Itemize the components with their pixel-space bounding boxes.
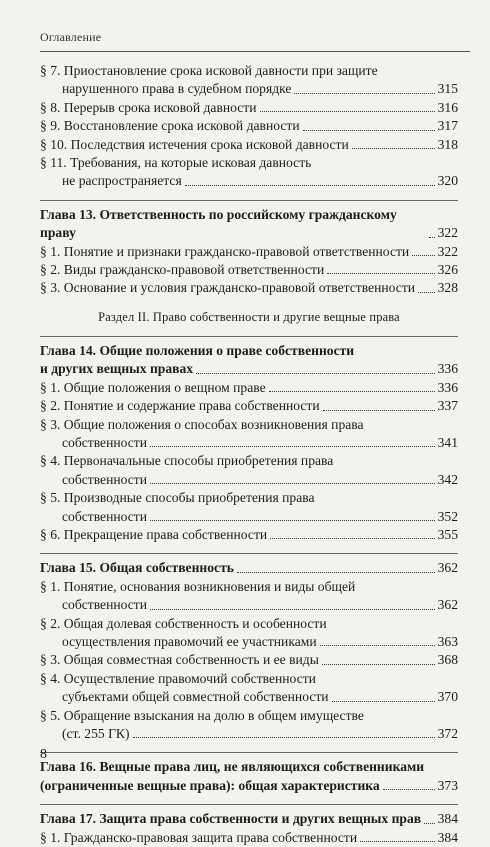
- toc-entry-title: § 3. Основание и условия гражданско-правовой ответственности: [40, 280, 416, 296]
- dot-leader: [412, 255, 434, 256]
- toc-entry[interactable]: [40, 526, 458, 544]
- toc-entry[interactable]: [40, 379, 458, 397]
- toc-page-number: 368: [437, 652, 458, 668]
- toc-page-number: 320: [437, 173, 458, 189]
- toc-page-number: 322: [437, 225, 458, 241]
- toc-entry[interactable]: [40, 154, 458, 191]
- toc-page-number: 355: [437, 526, 458, 542]
- toc-entry-title: § 2. Понятие и содержание права собственности: [40, 398, 320, 414]
- toc-entry-title: § 4. Осуществление правомочий собственности: [40, 670, 316, 686]
- toc-entry-title: § 4. Первоначальные способы приобретения права: [40, 453, 334, 469]
- table-of-contents: [40, 62, 458, 847]
- toc-chapter-13[interactable]: [40, 206, 458, 243]
- toc-entry-title: § 1. Гражданско-правовая защита права собственности: [40, 829, 358, 845]
- dot-leader: [303, 130, 435, 131]
- dot-leader: [360, 841, 434, 842]
- running-header: Оглавление: [40, 30, 102, 44]
- toc-entry-title-cont: не распространяется: [62, 173, 182, 189]
- toc-entry-title-cont: осуществления правомочий ее участниками: [62, 633, 317, 649]
- toc-entry-title: § 1. Общие положения о вещном праве: [40, 379, 266, 395]
- toc-entry-title-cont: собственности: [62, 471, 148, 487]
- section-divider: [40, 200, 458, 201]
- toc-entry[interactable]: [40, 261, 458, 279]
- dot-leader: [383, 789, 435, 790]
- chapter-title: Глава 16. Вещные права лиц, не являющихся собственниками: [40, 759, 425, 775]
- toc-entry-title: § 8. Перерыв срока исковой давности: [40, 99, 257, 115]
- toc-chapter-17[interactable]: [40, 810, 458, 828]
- toc-entry[interactable]: [40, 707, 458, 744]
- dot-leader: [150, 609, 435, 610]
- dot-leader: [418, 292, 435, 293]
- toc-entry[interactable]: [40, 578, 458, 615]
- toc-page-number: 384: [437, 829, 458, 845]
- section-divider: [40, 336, 458, 337]
- toc-page-number: 342: [437, 471, 458, 487]
- toc-entry-title: § 1. Понятие, основания возникновения и виды общей: [40, 578, 356, 594]
- toc-entry[interactable]: [40, 651, 458, 669]
- dot-leader: [320, 645, 435, 646]
- section-divider: [40, 804, 458, 805]
- toc-chapter-15[interactable]: [40, 559, 458, 577]
- toc-entry[interactable]: [40, 397, 458, 415]
- toc-entry-title: § 3. Общая совместная собственность и ее виды: [40, 652, 319, 668]
- toc-entry[interactable]: [40, 62, 458, 99]
- chapter-title: Глава 15. Общая собственность: [40, 560, 234, 576]
- toc-entry-title-cont: (ст. 255 ГК): [62, 726, 130, 741]
- toc-entry-title: § 1. Понятие и признаки гражданско-правовой ответственности: [40, 243, 410, 259]
- toc-page-number: 336: [437, 379, 458, 395]
- toc-entry[interactable]: [40, 136, 458, 154]
- dot-leader: [322, 664, 435, 665]
- toc-entry-title: § 5. Производные способы приобретения права: [40, 490, 315, 506]
- toc-entry-title: § 11. Требования, на которые исковая давность: [40, 155, 312, 171]
- section-divider: [40, 752, 458, 753]
- toc-page-number: 326: [437, 262, 458, 278]
- toc-page-number: 328: [437, 280, 458, 296]
- dot-leader: [260, 111, 435, 112]
- dot-leader: [424, 823, 434, 824]
- dot-leader: [352, 148, 435, 149]
- toc-entry-title: § 5. Обращение взыскания на долю в общем имуществе: [40, 707, 364, 723]
- toc-page-number: 341: [437, 434, 458, 450]
- toc-entry[interactable]: [40, 615, 458, 652]
- toc-page-number: 384: [437, 811, 458, 827]
- header-rule: [40, 51, 470, 52]
- chapter-title: Глава 14. Общие положения о праве собственности: [40, 342, 355, 358]
- dot-leader: [150, 483, 435, 484]
- toc-entry-title-cont: нарушенного права в судебном порядке: [62, 81, 292, 97]
- toc-page-number: 315: [437, 81, 458, 97]
- toc-entry[interactable]: [40, 452, 458, 489]
- toc-page-number: 316: [437, 99, 458, 115]
- chapter-title: Глава 13. Ответственность по российскому гражданскому праву: [40, 206, 397, 241]
- dot-leader: [323, 410, 435, 411]
- toc-entry-title: § 2. Виды гражданско-правовой ответственности: [40, 262, 325, 278]
- toc-entry[interactable]: [40, 243, 458, 261]
- toc-entry-title-cont: собственности: [62, 597, 148, 613]
- part-heading: Раздел II. Право собственности и другие вещные права: [98, 309, 400, 324]
- dot-leader: [150, 520, 435, 521]
- toc-entry[interactable]: [40, 279, 458, 297]
- toc-page-number: 362: [437, 560, 458, 576]
- dot-leader: [196, 373, 435, 374]
- dot-leader: [332, 701, 435, 702]
- toc-entry-title: § 2. Общая долевая собственность и особенности: [40, 615, 327, 631]
- dot-leader: [237, 572, 435, 573]
- toc-page-number: 363: [437, 633, 458, 649]
- toc-entry[interactable]: [40, 416, 458, 453]
- toc-page-number: 322: [437, 243, 458, 259]
- toc-entry[interactable]: [40, 670, 458, 707]
- toc-entry-title: § 9. Восстановление срока исковой давности: [40, 118, 300, 134]
- section-divider: [40, 553, 458, 554]
- dot-leader: [150, 446, 435, 447]
- toc-entry-title: § 10. Последствия истечения срока исковой давности: [40, 136, 349, 152]
- dot-leader: [269, 391, 435, 392]
- toc-page-number: 318: [437, 136, 458, 152]
- page-number: 8: [40, 747, 47, 762]
- toc-entry-title: § 3. Общие положения о способах возникновения права: [40, 416, 364, 432]
- chapter-title: Глава 17. Защита права собственности и других вещных прав: [40, 811, 422, 827]
- toc-entry-title: § 6. Прекращение права собственности: [40, 526, 268, 542]
- chapter-title-cont: (ограниченные вещные права): общая характеристика: [40, 777, 380, 793]
- toc-entry-title-cont: субъектами общей совместной собственности: [62, 689, 329, 705]
- dot-leader: [133, 737, 435, 738]
- toc-page-number: 317: [437, 118, 458, 134]
- chapter-title-cont: и других вещных правах: [40, 361, 194, 377]
- toc-page-number: 362: [437, 597, 458, 613]
- toc-page-number: 336: [437, 361, 458, 377]
- dot-leader: [185, 185, 435, 186]
- toc-entry[interactable]: [40, 489, 458, 526]
- toc-page-number: 337: [437, 398, 458, 414]
- dot-leader: [294, 93, 434, 94]
- toc-page-number: 372: [437, 726, 458, 741]
- toc-chapter-14[interactable]: [40, 342, 458, 379]
- dot-leader: [429, 237, 435, 238]
- toc-page-number: 373: [437, 777, 458, 793]
- toc-entry[interactable]: [40, 99, 458, 117]
- dot-leader: [270, 538, 434, 539]
- toc-page-number: 352: [437, 508, 458, 524]
- dot-leader: [327, 273, 434, 274]
- toc-entry-title-cont: собственности: [62, 434, 148, 450]
- toc-entry[interactable]: [40, 117, 458, 135]
- toc-chapter-16[interactable]: [40, 758, 458, 795]
- toc-entry-title-cont: собственности: [62, 508, 148, 524]
- toc-entry[interactable]: [40, 829, 458, 847]
- toc-page-number: 370: [437, 689, 458, 705]
- toc-entry-title: § 7. Приостановление срока исковой давности при защите: [40, 63, 378, 78]
